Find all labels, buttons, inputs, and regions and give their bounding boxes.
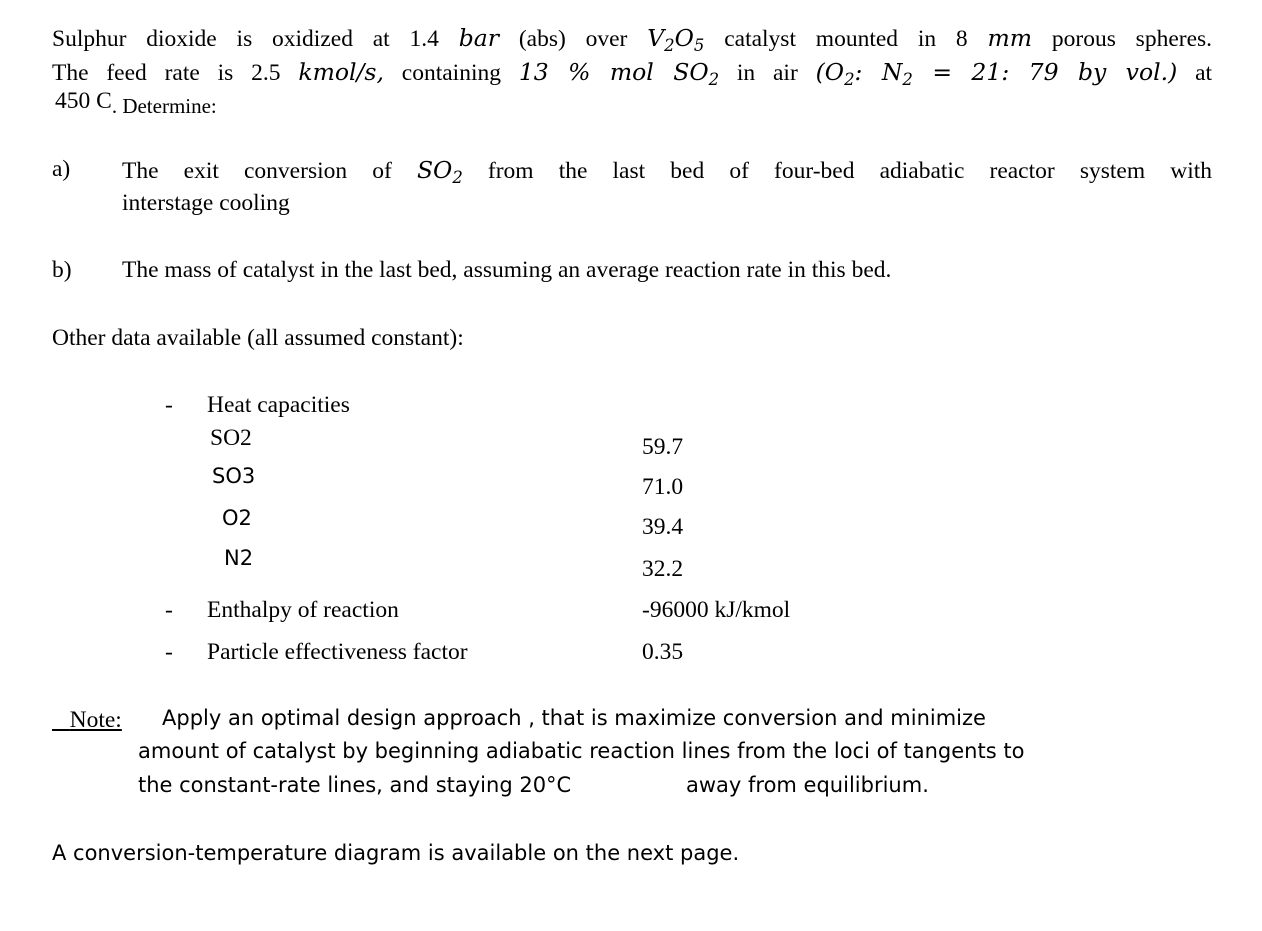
question-b-text: The mass of catalyst in the last bed, assuming an average reaction rate in this bed.	[122, 257, 892, 283]
note-line-2: amount of catalyst by beginning adiabatic reaction lines from the loci of tangents to	[138, 739, 1025, 763]
effectiveness-value: 0.35	[642, 639, 684, 665]
species-name-so2: SO2	[210, 425, 252, 451]
species-value-n2: 32.2	[642, 556, 684, 582]
dash-enthalpy: -	[165, 597, 173, 623]
question-a-line-1: The exit conversion of $SO_2$ from the last bed of four-bed adiabatic reactor system with	[122, 156, 1213, 187]
species-name-n2: N2	[224, 546, 254, 570]
note-line-3a: the constant-rate lines, and staying 20°C	[138, 773, 572, 797]
problem-line-3: 450 C. Determine:	[55, 88, 217, 118]
question-a-line-2: interstage cooling	[122, 190, 290, 216]
note-label: Note:	[69, 707, 122, 733]
species-value-so3: 71.0	[642, 474, 684, 500]
feed-temperature: 450 C	[55, 88, 112, 114]
dash-effectiveness: -	[165, 639, 173, 665]
enthalpy-label: Enthalpy of reaction	[207, 597, 399, 623]
species-value-so2: 59.7	[642, 434, 684, 460]
feed-concentration: 13 % mol $SO_2$	[518, 58, 720, 89]
so2-formula: $SO_2$	[416, 156, 463, 187]
species-name-o2: O2	[222, 506, 252, 530]
species-value-o2: 39.4	[642, 514, 684, 540]
dash-heat: -	[165, 392, 173, 418]
effectiveness-label: Particle effectiveness factor	[207, 639, 468, 665]
footer-note: A conversion-temperature diagram is available on the next page.	[52, 841, 740, 865]
catalyst-formula: $V_2O_5$	[647, 24, 705, 55]
question-a-label: a)	[52, 156, 71, 182]
other-data-heading: Other data available (all assumed constant):	[52, 325, 464, 351]
note-line-3b: away from equilibrium.	[686, 773, 929, 797]
heat-capacities-label: Heat capacities	[207, 392, 350, 418]
problem-line-1: Sulphur dioxide is oxidized at 1.4 bar (abs) over $V_2O_5$ catalyst mounted in 8 mm porous spheres.	[52, 24, 1213, 55]
problem-line-2: The feed rate is 2.5 kmol/s, containing 13 % mol $SO_2$ in air ($O_2$: $N_2 = 21$: 79 by vol.) at	[52, 58, 1213, 89]
enthalpy-value: -96000 kJ/kmol	[642, 597, 791, 623]
air-composition: ($O_2$: $N_2 = 21$: 79 by vol.)	[815, 58, 1178, 89]
species-name-so3: SO3	[212, 464, 256, 488]
note-line-1: Apply an optimal design approach , that is maximize conversion and minimize	[162, 706, 986, 730]
question-b-label: b)	[52, 257, 72, 283]
